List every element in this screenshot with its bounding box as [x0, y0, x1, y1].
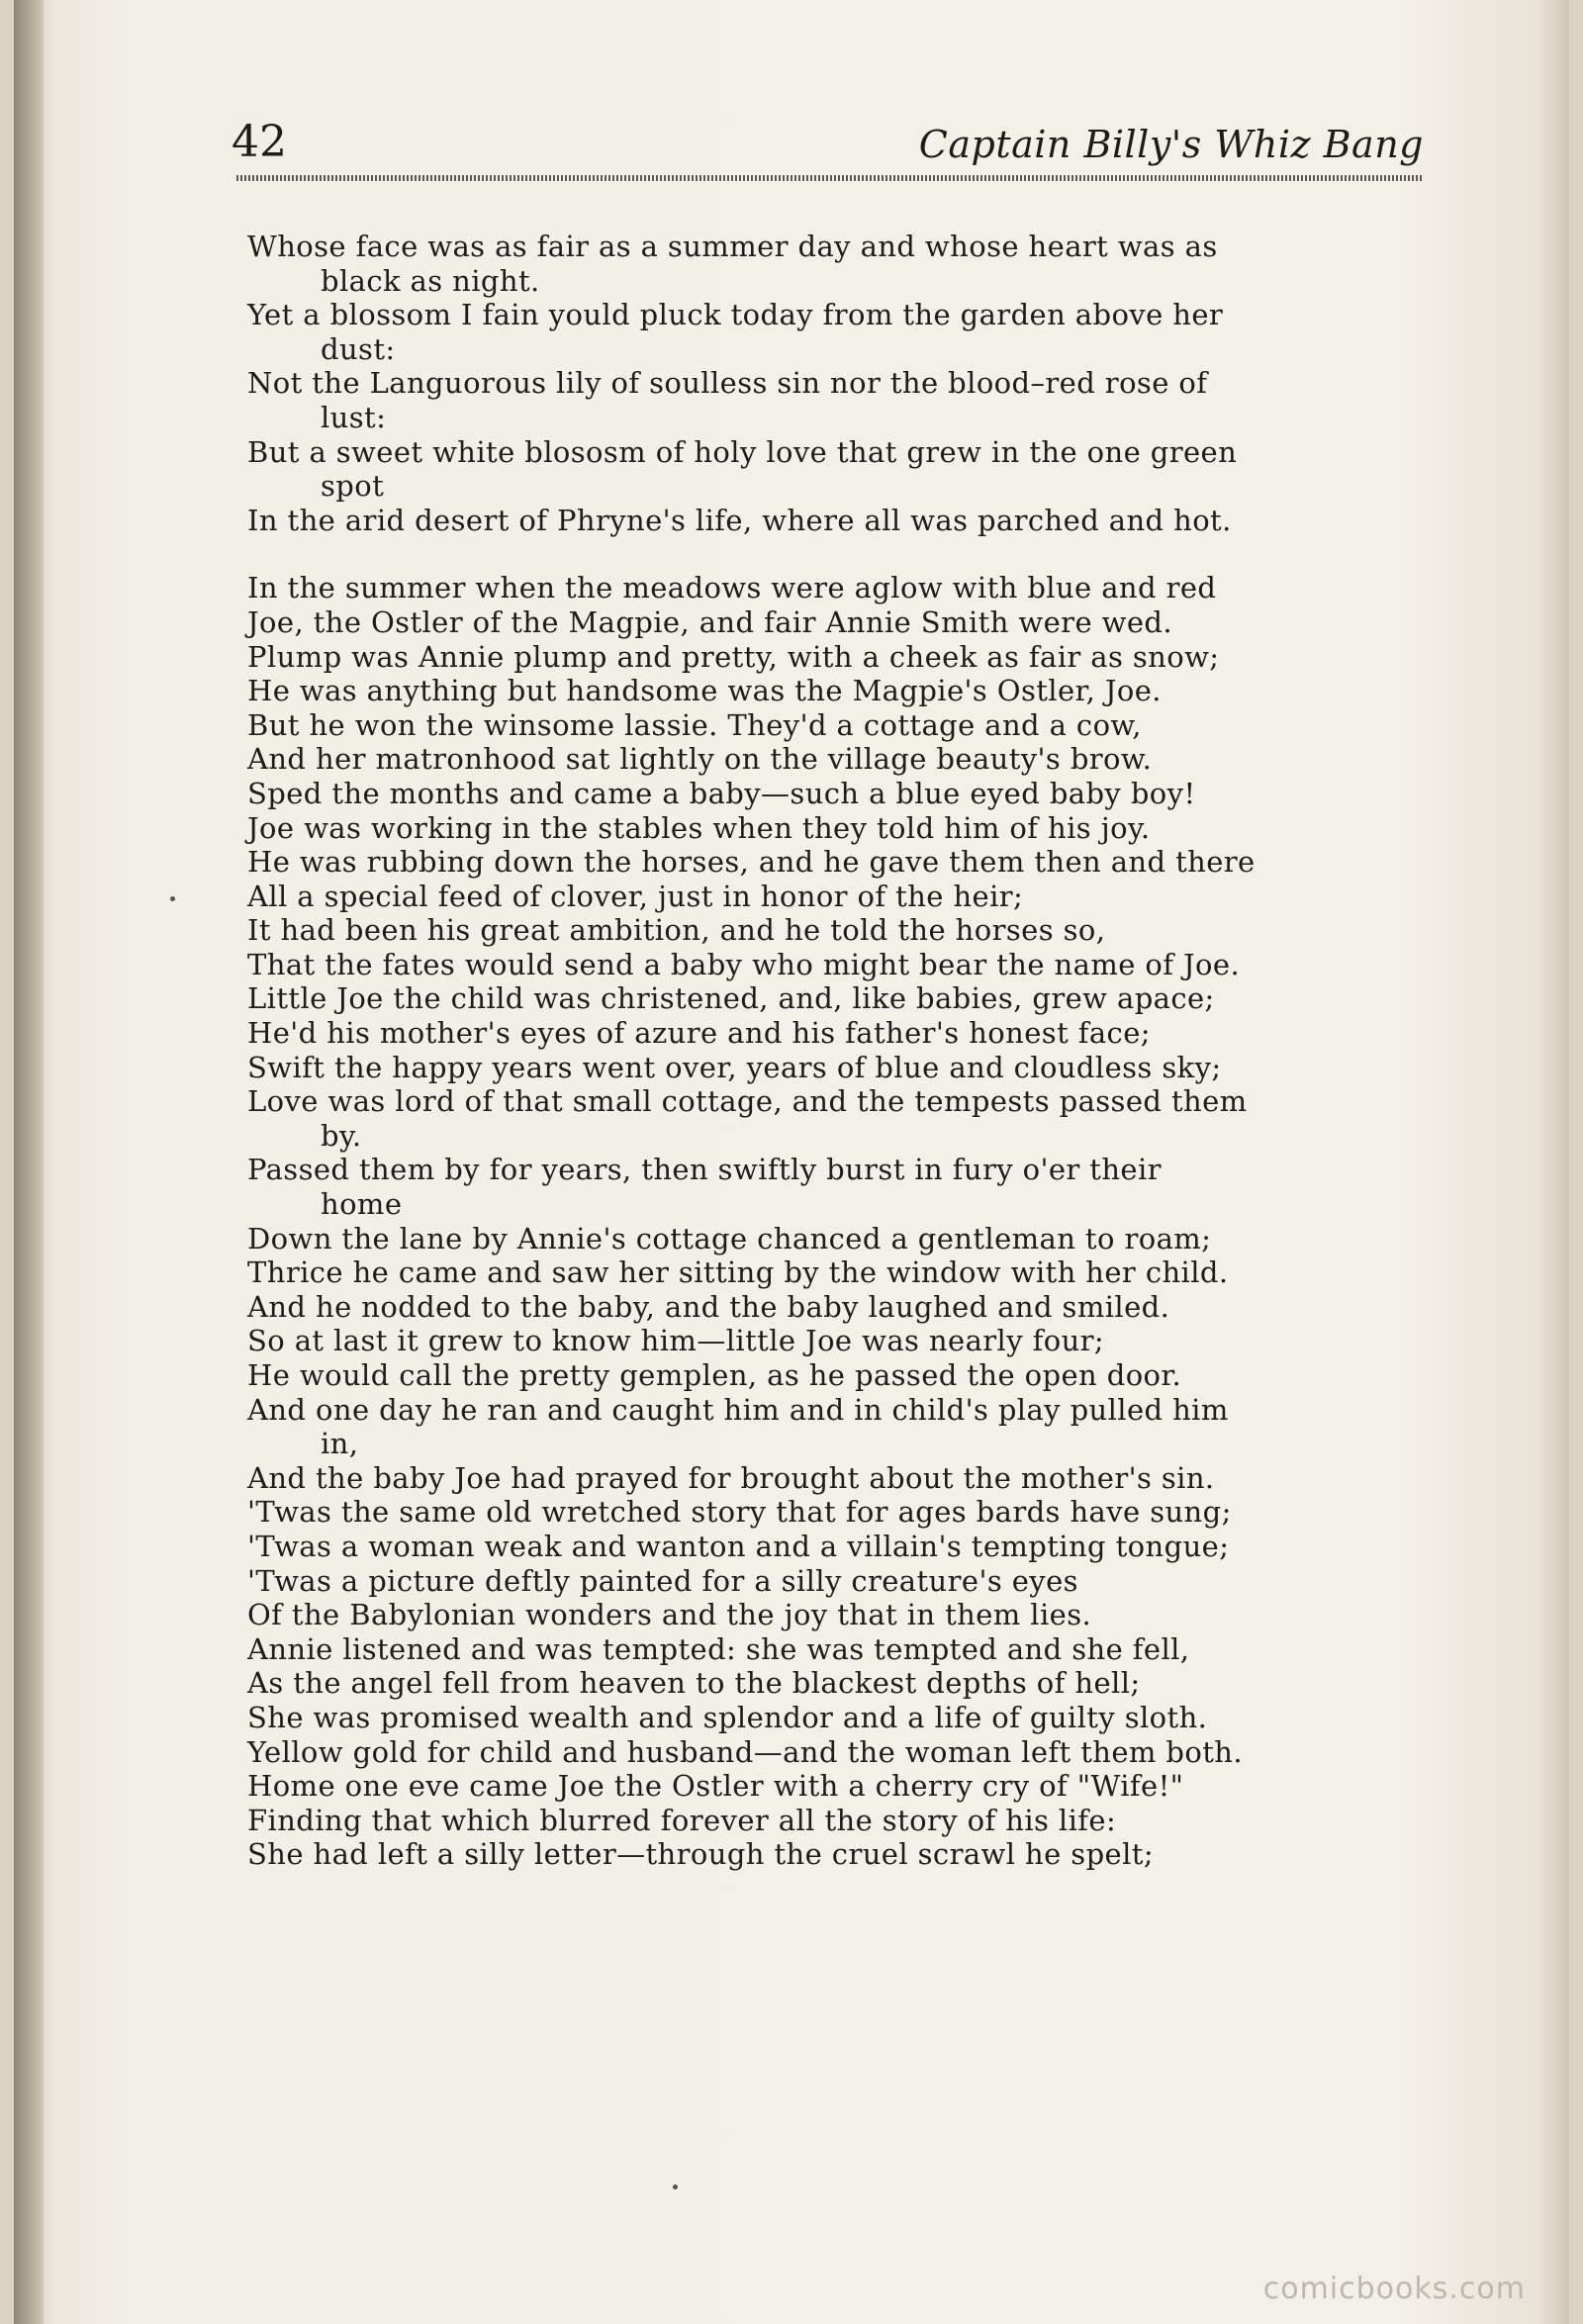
poem-line: Annie listened and was tempted: she was tempted and she fell, [247, 1631, 1190, 1666]
poem-line: 'Twas the same old wretched story that for ages bards have sung; [247, 1495, 1232, 1530]
poem-line: Love was lord of that small cottage, and the tempests passed them [247, 1084, 1248, 1119]
poem-line: Whose face was as fair as a summer day and whose heart was as [247, 230, 1218, 263]
page-number: 42 [232, 117, 287, 167]
poem-line: Not the Languorous lily of soulless sin nor the blood–red rose of [247, 366, 1208, 401]
poem-line-continuation: home [321, 1187, 403, 1222]
page-header [222, 117, 1424, 176]
page-spine-shadow [14, 0, 44, 2324]
poem-line-continuation: lust: [321, 400, 387, 434]
poem-line: Plump was Annie plump and pretty, with a cheek as fair as snow; [247, 639, 1220, 674]
poem-line: It had been his great ambition, and he told the horses so, [247, 913, 1106, 948]
magazine-page [14, 0, 1569, 2324]
print-speck [673, 2185, 678, 2189]
poem-line: In the arid desert of Phryne's life, where all was parched and hot. [247, 503, 1232, 537]
poem-line: He was anything but handsome was the Magpie's Ostler, Joe. [247, 674, 1162, 708]
poem-body [247, 230, 1435, 1872]
poem-line: So at last it grew to know him—little Joe was nearly four; [247, 1324, 1105, 1358]
poem-line: Thrice he came and saw her sitting by the window with her child. [247, 1255, 1229, 1290]
poem-line: As the angel fell from heaven to the blackest depths of hell; [247, 1666, 1141, 1701]
poem-line: He would call the pretty gemplen, as he passed the open door. [247, 1358, 1182, 1392]
poem-line: Finding that which blurred forever all the story of his life: [247, 1803, 1117, 1837]
header-rule [236, 175, 1424, 181]
poem-line: Yellow gold for child and husband—and the woman left them both. [247, 1734, 1243, 1769]
poem-line: Little Joe the child was christened, and, like babies, grew apace; [247, 981, 1215, 1016]
poem-line: And the baby Joe had prayed for brought about the mother's sin. [247, 1460, 1215, 1495]
poem-line-continuation: spot [321, 469, 385, 504]
poem-line: All a special feed of clover, just in honor of the heir; [247, 879, 1024, 913]
poem-line: He was rubbing down the horses, and he gave them then and there [247, 845, 1256, 880]
poem-line: Yet a blossom I fain yould pluck today from the garden above her [247, 298, 1224, 332]
stanza-break [247, 537, 1435, 571]
poem-line: Home one eve came Joe the Ostler with a cherry cry of "Wife!" [247, 1769, 1184, 1804]
poem-line: 'Twas a picture deftly painted for a silly creature's eyes [247, 1563, 1078, 1598]
poem-line-continuation: dust: [321, 331, 396, 366]
poem-line: Down the lane by Annie's cottage chanced a gentleman to roam; [247, 1221, 1212, 1255]
poem-line: Joe, the Ostler of the Magpie, and fair Annie Smith were wed. [247, 604, 1172, 639]
poem-line: In the summer when the meadows were aglow with blue and red [247, 571, 1217, 605]
poem-line: Passed them by for years, then swiftly burst in fury o'er their [247, 1153, 1162, 1187]
poem-line: She had left a silly letter—through the cruel scrawl he spelt; [247, 1837, 1154, 1872]
poem-line-continuation: black as night. [321, 263, 540, 298]
poem-line: Of the Babylonian wonders and the joy that in them lies. [247, 1598, 1092, 1632]
poem-line: He'd his mother's eyes of azure and his father's honest face; [247, 1016, 1151, 1051]
poem-line: But a sweet white blososm of holy love that grew in the one green [247, 434, 1238, 469]
poem-line: And one day he ran and caught him and in child's play pulled him [247, 1392, 1229, 1427]
print-speck [170, 896, 175, 901]
running-title: Captain Billy's Whiz Bang [918, 123, 1424, 166]
poem-line: And her matronhood sat lightly on the village beauty's brow. [247, 742, 1153, 777]
poem-line: Sped the months and came a baby—such a blue eyed baby boy! [247, 776, 1196, 810]
poem-line-continuation: in, [321, 1427, 359, 1461]
watermark: comicbooks.com [1262, 2272, 1526, 2306]
poem-line: She was promised wealth and splendor and a life of guilty sloth. [247, 1700, 1208, 1734]
poem-line: Swift the happy years went over, years of blue and cloudless sky; [247, 1050, 1222, 1084]
poem-line-continuation: by. [321, 1118, 362, 1153]
poem-line: And he nodded to the baby, and the baby laughed and smiled. [247, 1289, 1170, 1324]
poem-line: But he won the winsome lassie. They'd a cottage and a cow, [247, 707, 1142, 742]
poem-line: 'Twas a woman weak and wanton and a villain's tempting tongue; [247, 1529, 1230, 1563]
poem-line: That the fates would send a baby who might bear the name of Joe. [247, 947, 1241, 981]
poem-line: Joe was working in the stables when they told him of his joy. [247, 810, 1151, 845]
